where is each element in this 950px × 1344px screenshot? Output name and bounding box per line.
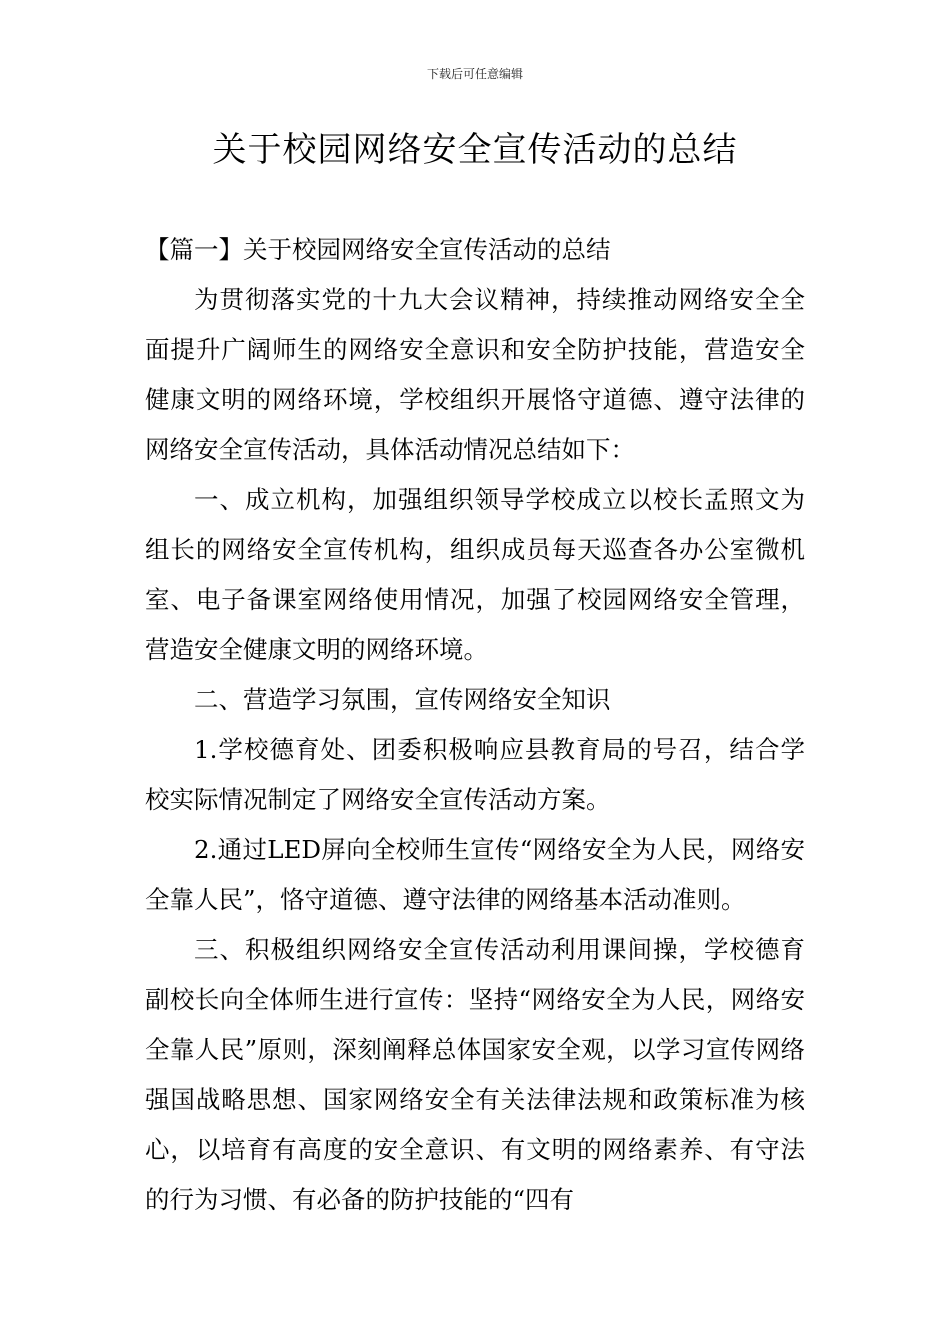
section-heading: 【篇一】关于校园网络安全宣传活动的总结 bbox=[145, 235, 611, 264]
paragraph-item-2: 2.通过LED屏向全校师生宣传“网络安全为人民，网络安全靠人民”，恪守道德、遵守法律的网络基本活动准则。 bbox=[145, 835, 805, 914]
paragraph-activities: 三、积极组织网络安全宣传活动利用课间操，学校德育副校长向全体师生进行宣传：坚持“网络安全为人民，网络安全靠人民”原则，深刻阐释总体国家安全观，以学习宣传网络强国战略思想、国家网络安全有关法律法规和政策标准为核心，以培育有高度的安全意识、有文明的网络素养、有守法的行为习惯、有必备的防护技能的“四有 bbox=[145, 935, 805, 1214]
document-body bbox=[145, 225, 805, 1225]
paragraph-learning-heading: 二、营造学习氛围，宣传网络安全知识 bbox=[194, 685, 611, 714]
document-title: 关于校园网络安全宣传活动的总结 bbox=[212, 130, 738, 170]
header-note: 下载后可任意编辑 bbox=[426, 67, 523, 81]
paragraph-organization: 一、成立机构，加强组织领导学校成立以校长孟照文为组长的网络安全宣传机构，组织成员每天巡查各办公室微机室、电子备课室网络使用情况，加强了校园网络安全管理，营造安全健康文明的网络环境。 bbox=[145, 485, 805, 664]
paragraph-item-1: 1.学校德育处、团委积极响应县教育局的号召，结合学校实际情况制定了网络安全宣传活动方案。 bbox=[145, 735, 805, 814]
paragraph-intro: 为贯彻落实党的十九大会议精神，持续推动网络安全全面提升广阔师生的网络安全意识和安全防护技能，营造安全健康文明的网络环境，学校组织开展恪守道德、遵守法律的网络安全宣传活动，具体活动情况总结如下： bbox=[145, 285, 805, 464]
